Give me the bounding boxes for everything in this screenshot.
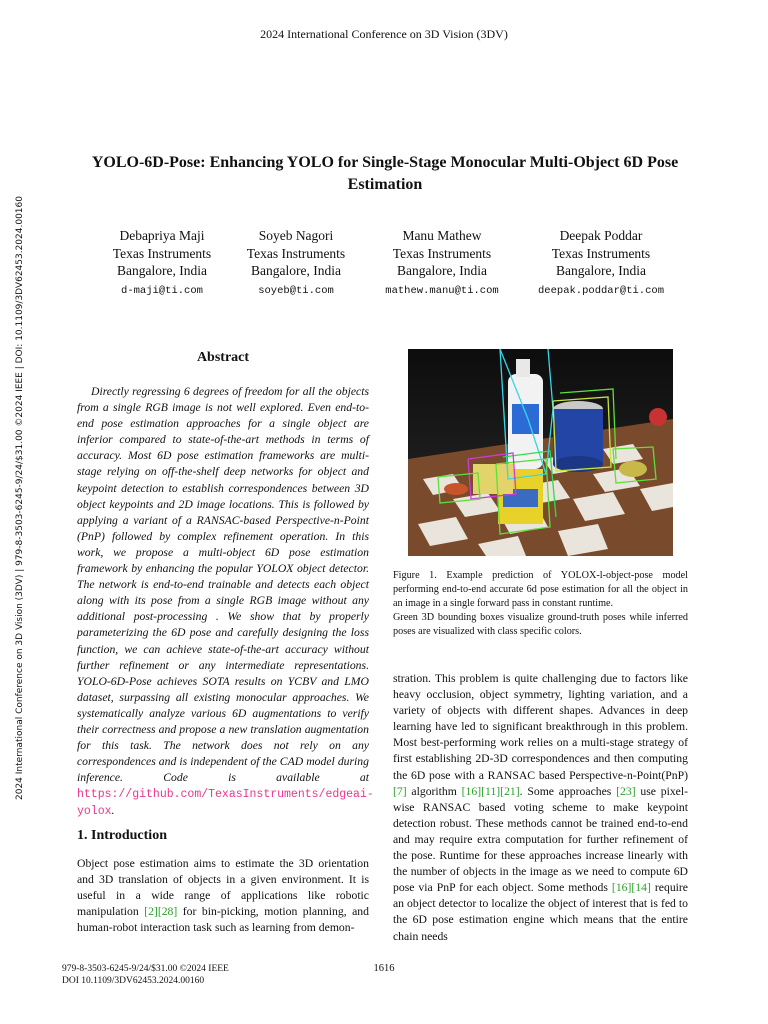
body-text: algorithm xyxy=(406,784,462,798)
author-name: Soyeb Nagori xyxy=(258,228,334,243)
caption-line: Green 3D bounding boxes visualize ground-truth poses while inferred poses are visualized with class specific colors. xyxy=(393,611,688,637)
footer-doi: DOI 10.1109/3DV62453.2024.00160 xyxy=(62,976,205,986)
author-email[interactable]: soyeb@ti.com xyxy=(258,284,334,297)
sidebar-citation xyxy=(8,196,25,800)
body-text: use pixel-wise RANSAC based voting scheme to make keypoint detection robust. These methods cannot be trained end-to-end and may require extra computation for further refinement of the pose. Runtime for these approaches increase linearly with the number of objects in the image as we need to compute 6D pose via PnP for each object. Some methods xyxy=(393,784,689,895)
author-location: Bangalore, India xyxy=(397,263,487,278)
author-block xyxy=(367,227,517,300)
abstract-text: Directly regressing 6 degrees of freedom for all the objects from a single RGB image is not well explored. Even end-to-end pose estimation approaches for a single object are inferior compared to state-of-the-art methods in terms of accuracy. Most 6D pose estimation frameworks are multi-stage relying on off-the-shelf deep networks for object and keypoint detection to establish correspondences between 3D object keypoints and 2D image locations. This is followed by applying a variant of a RANSAC-based Perspective-n-Point (PnP) followed by complex refinement operation. In this work, we propose a multi-object 6D pose estimation framework by enhancing the popular YOLOX object detector. The network is end-to-end trainable and detects each object along with its pose from a single RGB image without any additional post-processing . We show that by properly parameterizing the 6D pose and carefully designing the loss function, we can achieve state-of-the-art accuracy without further refinement or any intermediate representations. YOLO-6D-Pose achieves SOTA results on YCBV and LMO dataset, surpassing all existing monocular approaches. We systematically analyze various 6D augmentations to verify their correctness and propose a new translation augmentation for this task. The network does not rely on any correspondences and is independent of the CAD model during inference. Code is available at xyxy=(77,385,369,785)
abstract-heading: Abstract xyxy=(196,350,250,365)
author-affiliation: Texas Instruments xyxy=(112,245,212,261)
author-name: Debapriya Maji xyxy=(119,228,205,243)
introduction-text xyxy=(77,856,369,936)
author-location: Bangalore, India xyxy=(117,263,207,278)
body-text: stration. This problem is quite challenging due to factors like heavy occlusion, object symmetry, lighting variation, and a variety of objects with different shapes. Advances in deep learning have led to significant breakthrough in this problem. Most best-performing work relies on a multi-stage strategy of first establishing 2D-3D correspondences and then computing the 6D pose with a RANSAC based Perspective-n-Point(PnP) xyxy=(393,672,688,782)
author-block xyxy=(526,227,676,300)
figure-caption xyxy=(393,569,688,639)
conference-header: 2024 International Conference on 3D Vision (3DV) xyxy=(260,27,508,41)
intro-text: for bin-picking, motion planning, and human-robot interaction task such as learning from demon- xyxy=(77,905,369,935)
author-location: Bangalore, India xyxy=(251,263,341,278)
citation-link[interactable]: [11] xyxy=(481,784,501,798)
pose-estimation-photo xyxy=(408,349,673,556)
author-name: Manu Mathew xyxy=(402,228,482,243)
citation-link[interactable]: [21] xyxy=(500,784,520,798)
author-affiliation: Texas Instruments xyxy=(246,245,346,261)
author-affiliation: Texas Instruments xyxy=(551,245,651,261)
author-name: Deepak Poddar xyxy=(559,228,643,243)
citation-link[interactable]: [7] xyxy=(393,784,407,798)
author-block xyxy=(87,227,237,300)
author-block xyxy=(221,227,371,300)
footer-isbn: 979-8-3503-6245-9/24/$31.00 ©2024 IEEE xyxy=(62,964,229,974)
author-location: Bangalore, India xyxy=(556,263,646,278)
caption-line: Figure 1. Example prediction of YOLOX-l-object-pose model performing end-to-end accurate 6d pose estimation for all the object in an image in a single forward pass in constant runtime. xyxy=(393,570,688,609)
citation-link[interactable]: [16] xyxy=(461,784,482,798)
author-email[interactable]: mathew.manu@ti.com xyxy=(385,284,499,297)
body-text: require an object detector to localize the object of interest that is fed to the 6D pose estimation engine which means that the entire chain needs xyxy=(393,881,688,943)
citation-link[interactable]: [16] xyxy=(611,881,632,895)
author-email[interactable]: d-maji@ti.com xyxy=(121,284,203,297)
abstract-body xyxy=(77,384,374,821)
citation-link[interactable]: [28] xyxy=(157,905,178,919)
right-column-text xyxy=(393,671,688,945)
figure-image xyxy=(408,349,673,556)
section-heading-introduction: 1. Introduction xyxy=(77,828,167,843)
citation-link[interactable]: [23] xyxy=(616,784,636,798)
intro-text: Object pose estimation aims to estimate the 3D orientation and 3D translation of objects in a given environment. It is useful in a wide range of applications like robotic manipulation xyxy=(77,857,369,919)
body-text: . Some approaches xyxy=(519,784,617,798)
author-affiliation: Texas Instruments xyxy=(392,245,492,261)
author-email[interactable]: deepak.poddar@ti.com xyxy=(537,284,665,297)
citation-link[interactable]: [14] xyxy=(631,881,651,895)
paper-title: YOLO-6D-Pose: Enhancing YOLO for Single-Stage Monocular Multi-Object 6D Pose Estimation xyxy=(91,154,679,193)
abstract-end: . xyxy=(111,804,115,818)
sidebar-text: 2024 International Conference on 3D Vision (3DV) | 979-8-3503-6245-9/24/$31.00 ©2024 IEEE | DOI: 10.1109/3DV62453.2024.00160 xyxy=(15,196,25,800)
page-number: 1616 xyxy=(373,963,395,974)
code-link[interactable]: https://github.com/TexasInstruments/edgeai-yolox xyxy=(77,788,374,819)
citation-link[interactable]: [2] xyxy=(144,905,158,919)
